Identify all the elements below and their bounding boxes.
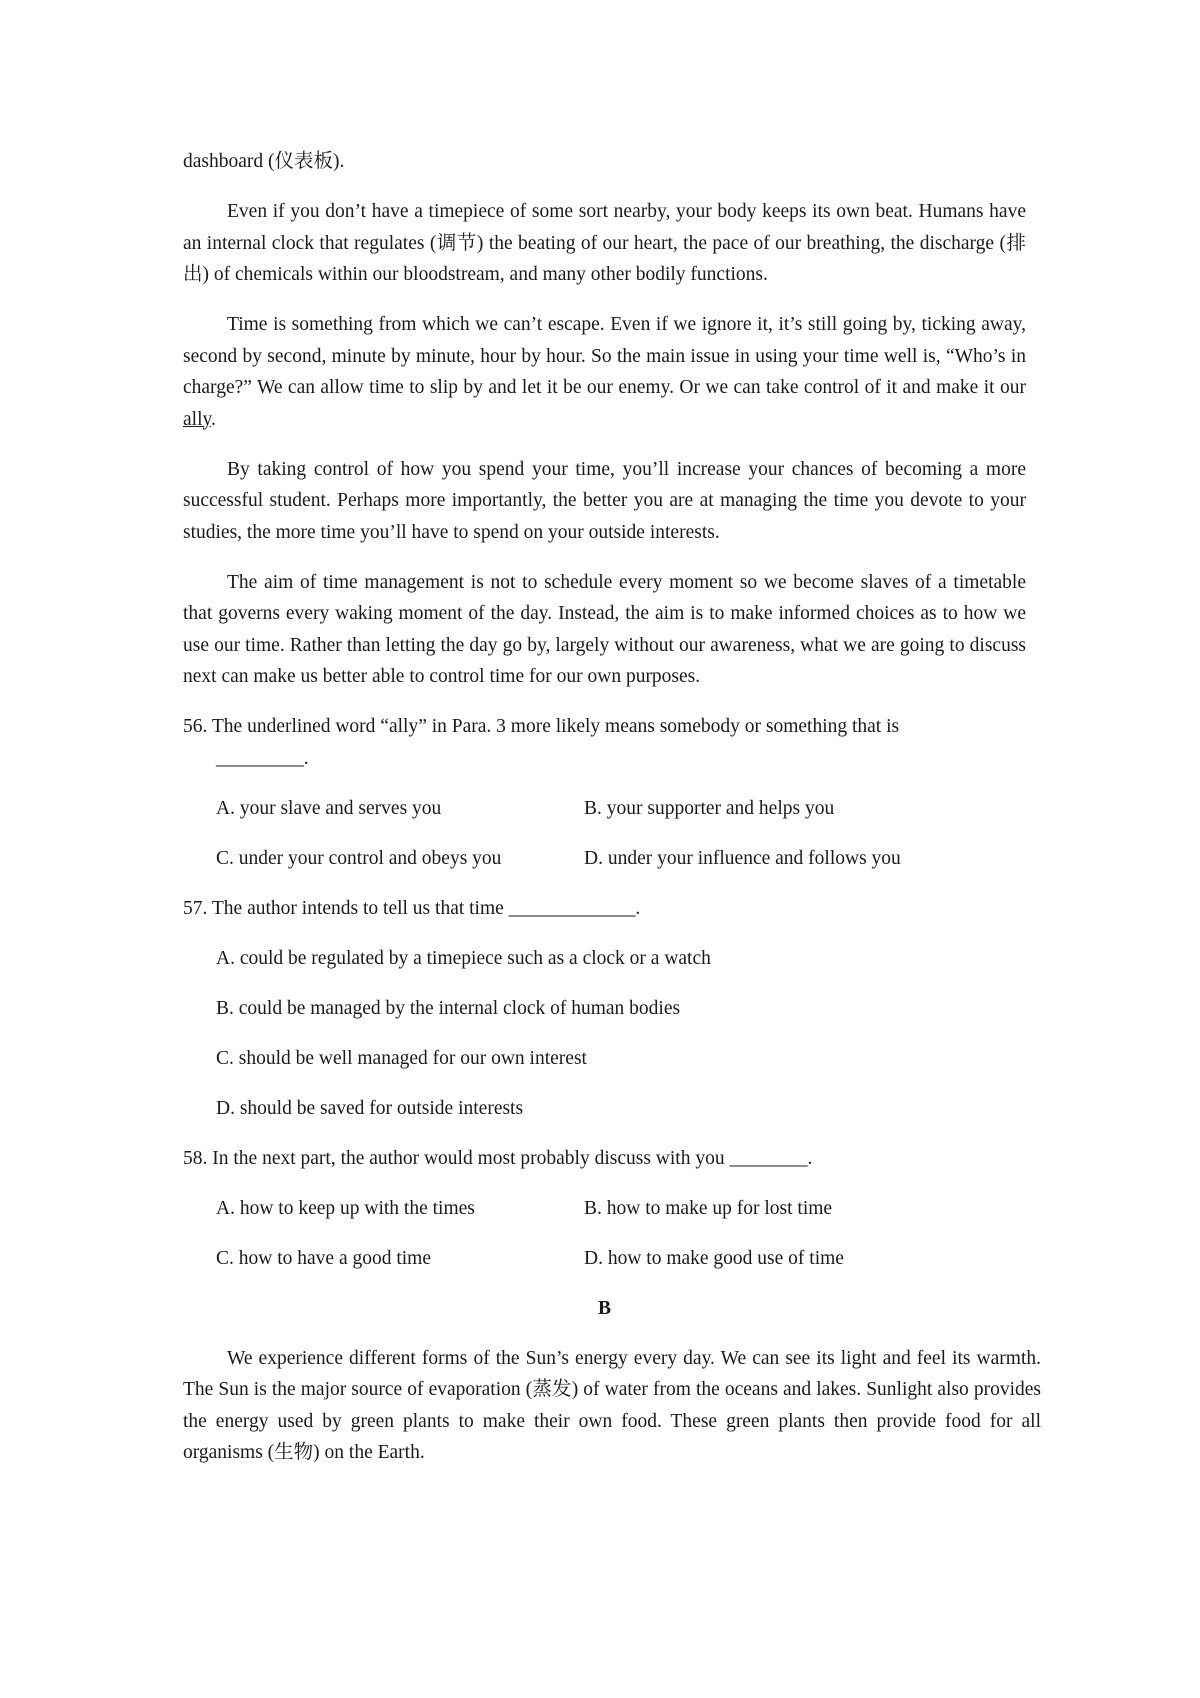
paragraph-sun-energy: We experience different forms of the Sun’s energy every day. We can see its light and feel its warmth. The Sun is the major source of evaporation (蒸发) of water from the oceans and lakes. Sunlight also provides the energy used by green plants to make their own food. These green plants then provide food for all organisms (生物) on the Earth.	[183, 1347, 1041, 1463]
question-58-options-row-2	[183, 1243, 1026, 1275]
question-56-stem: 56. The underlined word “ally” in Para. 3 more likely means somebody or something that is	[183, 716, 900, 737]
question-56-options-row-2	[183, 843, 1026, 875]
option-58-a[interactable]: A. how to keep up with the times	[216, 1197, 475, 1219]
question-56	[183, 711, 1026, 774]
question-56-options-row-1	[183, 793, 1026, 825]
option-57-b[interactable]: B. could be managed by the internal clock of human bodies	[216, 997, 681, 1019]
question-56-blank: _________.	[216, 747, 309, 769]
question-57-stem: 57. The author intends to tell us that time _____________.	[183, 897, 641, 919]
paragraph-internal-clock: Even if you don’t have a timepiece of some sort nearby, your body keeps its own beat. Humans have an internal clock that regulates (调节) the beating of our heart, the pace of our breathing, the discharge (排出) of chemicals within our bloodstream, and many other bodily functions.	[183, 201, 1026, 285]
section-b-heading: B	[597, 1297, 611, 1319]
option-58-d[interactable]: D. how to make good use of time	[584, 1247, 844, 1269]
question-58-options-row-1	[183, 1193, 1026, 1225]
paragraph-time-escape	[183, 309, 1026, 435]
option-57-a[interactable]: A. could be regulated by a timepiece such as a clock or a watch	[216, 947, 711, 969]
paragraph-taking-control: By taking control of how you spend your time, you’ll increase your chances of becoming a more successful student. Perhaps more importantly, the better you are at managing the time you devote to your studies, the more time you’ll have to spend on your outside interests.	[183, 458, 1026, 543]
underlined-word-ally: ally	[183, 408, 211, 430]
option-58-c[interactable]: C. how to have a good time	[216, 1247, 432, 1269]
option-57-c[interactable]: C. should be well managed for our own interest	[216, 1047, 587, 1069]
paragraph-continued: dashboard (仪表板).	[183, 151, 345, 172]
option-56-d[interactable]: D. under your influence and follows you	[584, 847, 901, 869]
option-58-b[interactable]: B. how to make up for lost time	[584, 1197, 833, 1219]
option-56-b[interactable]: B. your supporter and helps you	[584, 797, 835, 819]
option-57-d[interactable]: D. should be saved for outside interests	[216, 1097, 524, 1119]
question-58-stem: 58. In the next part, the author would most probably discuss with you ________.	[183, 1147, 813, 1169]
exam-page	[183, 146, 1041, 1469]
paragraph-aim: The aim of time management is not to schedule every moment so we become slaves of a timetable that governs every waking moment of the day. Instead, the aim is to make informed choices as to how we use our time. Rather than letting the day go by, largely without our awareness, what we are going to discuss next can make us better able to control time for our own purposes.	[183, 571, 1026, 687]
option-56-a[interactable]: A. your slave and serves you	[216, 797, 442, 819]
paragraph-text: Time is something from which we can’t escape. Even if we ignore it, it’s still going by, ticking away, second by second, minute by minute, hour by hour. So the main issue in using your time well is, “Who’s in charge?” We can allow time to slip by and let it be our enemy. Or we can take control of it and make it our	[183, 314, 1026, 398]
paragraph-end: .	[210, 408, 216, 430]
option-56-c[interactable]: C. under your control and obeys you	[216, 847, 502, 869]
